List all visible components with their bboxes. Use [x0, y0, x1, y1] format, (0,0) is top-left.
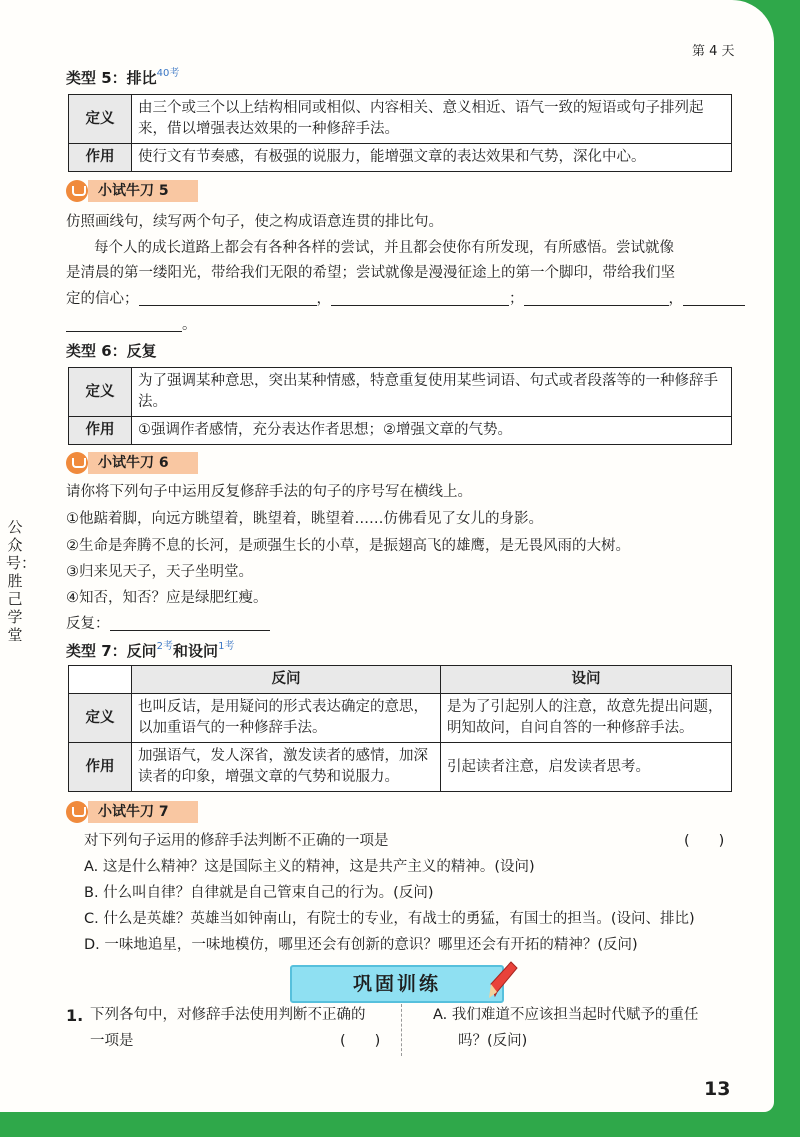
practice6-item-3: ③归来见天子，天子坐明堂。	[66, 564, 253, 580]
practice7-option-c: C. 什么是英雄？英雄当如钟南山，有院士的专业，有战士的勇猛，有国士的担当。(设问、排比)	[84, 911, 695, 927]
q1-option-a-line2: 吗？(反问)	[458, 1033, 528, 1049]
q1-bracket[interactable]: ( )	[340, 1033, 381, 1049]
type7-corner	[69, 666, 132, 694]
type6-def-label: 定义	[69, 368, 132, 417]
practice5-instruction: 仿照画线句，续写两个句子，使之构成语意连贯的排比句。	[66, 214, 443, 230]
type7-exam-a: 2考	[156, 641, 174, 652]
pencil-icon	[485, 960, 521, 1000]
answer-blank-3[interactable]	[524, 289, 669, 306]
type5-def-label: 定义	[69, 95, 132, 144]
type5-def-text: 由三个或三个以上结构相同或相似、内容相关、意义相近、语气一致的短语或句子排列起来，借以增强表达效果的一种修辞手法。	[132, 95, 732, 144]
practice5-tag-label: 小试牛刀 5	[88, 180, 198, 202]
pen-icon	[66, 801, 88, 823]
type5-heading	[66, 64, 179, 88]
practice5-line2: 是清晨的第一缕阳光，带给我们无限的希望；尝试就像是漫漫征途上的第一个脚印，带给我们坚	[66, 265, 675, 281]
pen-icon	[66, 180, 88, 202]
type6-def-text: 为了强调某种意思，突出某种情感，特意重复使用某些词语、句式或者段落等的一种修辞手法。	[132, 368, 732, 417]
practice5-line4	[66, 315, 197, 335]
type7-def-shewen: 是为了引起别人的注意，故意先提出问题，明知故问，自问自答的一种修辞手法。	[441, 694, 732, 743]
type6-use-text: ①强调作者感情，充分表达作者思想；②增强文章的气势。	[132, 417, 732, 445]
practice5-line1: 每个人的成长道路上都会有各种各样的尝试，并且都会使你有所发现，有所感悟。尝试就像	[94, 240, 674, 256]
practice5-line3	[66, 289, 736, 309]
column-divider	[401, 1004, 402, 1056]
type5-title: 类型 5：排比	[66, 69, 157, 87]
type7-col-fanwen: 反问	[132, 666, 441, 694]
q1-text-b: 一项是	[90, 1033, 134, 1049]
type7-def-fanwen: 也叫反诘，是用疑问的形式表达确定的意思，以加重语气的一种修辞手法。	[132, 694, 441, 743]
type7-title-b: 和设问	[173, 642, 219, 660]
type7-use-label: 作用	[69, 743, 132, 792]
type7-use-fanwen: 加强语气，发人深省，激发读者的感情，加深读者的印象，增强文章的气势和说服力。	[132, 743, 441, 792]
answer-blank-1[interactable]	[139, 289, 317, 306]
answer-blank-4[interactable]	[683, 289, 745, 306]
training-title: 巩固训练	[352, 973, 441, 995]
type5-exam-count: 40考	[156, 68, 180, 79]
practice7-question: 对下列句子运用的修辞手法判断不正确的一项是	[84, 833, 389, 849]
comma: ，	[316, 291, 331, 307]
period: 。	[182, 317, 197, 333]
practice7-option-a: A. 这是什么精神？这是国际主义的精神，这是共产主义的精神。(设问)	[84, 859, 535, 875]
type6-heading: 类型 6：反复	[66, 342, 157, 360]
practice7-option-b: B. 什么叫自律？自律就是自己管束自己的行为。(反问)	[84, 885, 434, 901]
practice6-answer	[66, 611, 270, 638]
answer-blank-2[interactable]	[331, 289, 509, 306]
practice6-item-2: ②生命是奔腾不息的长河，是顽强生长的小草，是振翅高飞的雄鹰，是无畏风雨的大树。	[66, 538, 630, 554]
comma: ，	[668, 291, 683, 307]
answer-blank-6[interactable]	[110, 614, 270, 631]
practice7-option-d: D. 一味地追星，一味地模仿，哪里还会有创新的意识？哪里还会有开拓的精神？(反问)	[84, 937, 638, 953]
type7-table	[68, 665, 732, 792]
type5-use-label: 作用	[69, 144, 132, 172]
practice6-item-4: ④知否，知否？应是绿肥红瘦。	[66, 590, 268, 606]
type6-table	[68, 367, 732, 445]
page-number: 13	[704, 1078, 731, 1100]
q1-option-a-line1: A. 我们难道不应该担当起时代赋予的重任	[433, 1007, 699, 1023]
type7-title-a: 类型 7：反问	[66, 642, 157, 660]
type7-use-shewen: 引起读者注意，启发读者思考。	[441, 743, 732, 792]
type5-table	[68, 94, 732, 172]
type6-use-label: 作用	[69, 417, 132, 445]
answer-label: 反复：	[66, 616, 110, 632]
practice7-bracket[interactable]: ( )	[684, 833, 725, 849]
answer-blank-5[interactable]	[66, 315, 182, 332]
practice6-item-1: ①他踮着脚，向远方眺望着，眺望着，眺望着……仿佛看见了女儿的身影。	[66, 511, 543, 527]
type7-heading	[66, 637, 234, 661]
semicolon: ；	[509, 291, 524, 307]
training-banner	[290, 965, 504, 1003]
type7-col-shewen: 设问	[441, 666, 732, 694]
day-label: 第 4 天	[692, 44, 735, 59]
type7-exam-b: 1考	[218, 641, 235, 652]
q1-text-a: 下列各句中，对修辞手法使用判断不正确的	[90, 1007, 366, 1023]
practice7-tag-label: 小试牛刀 7	[88, 801, 198, 823]
q1-number: 1.	[66, 1006, 84, 1025]
type7-def-label: 定义	[69, 694, 132, 743]
practice5-line3-prefix: 定的信心；	[66, 291, 139, 307]
practice6-instruction: 请你将下列句子中运用反复修辞手法的句子的序号写在横线上。	[66, 484, 472, 500]
type5-use-text: 使行文有节奏感，有极强的说服力，能增强文章的表达效果和气势，深化中心。	[132, 144, 732, 172]
side-watermark: 公众号：胜己学堂	[6, 518, 37, 644]
pen-icon	[66, 452, 88, 474]
practice6-tag-label: 小试牛刀 6	[88, 452, 198, 474]
